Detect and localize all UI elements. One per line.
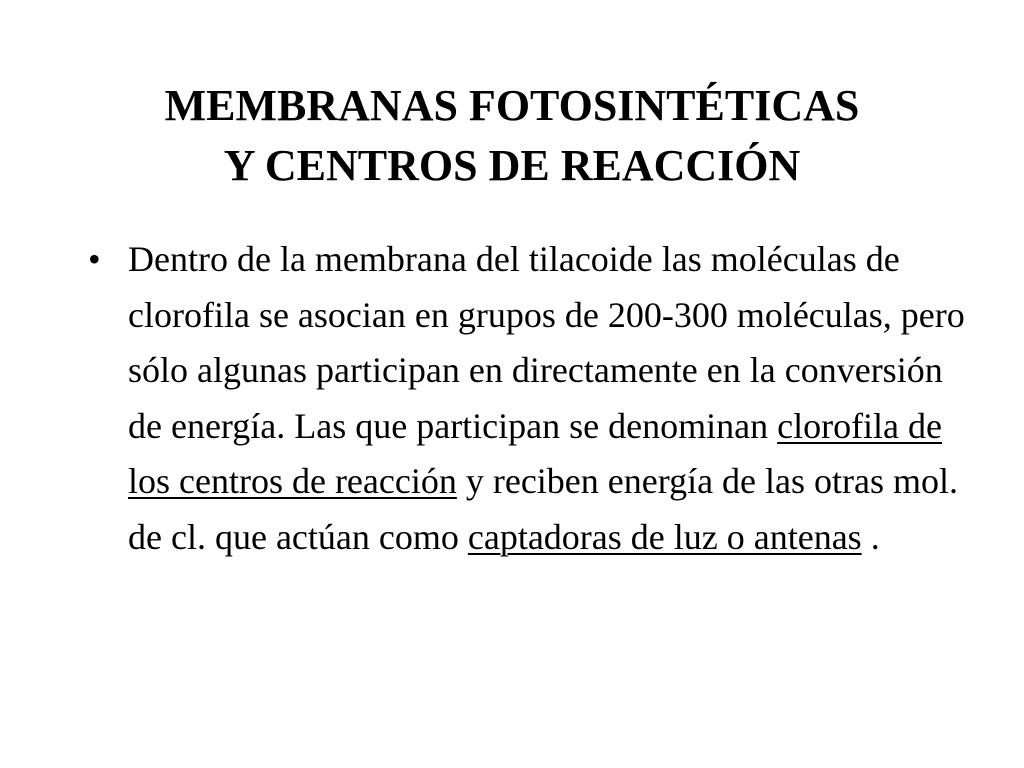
bullet-text-intro: Dentro de la membrana del tilacoide las moléculas de clorofila se asocian en grupos de 200-300 moléculas, pero sólo algunas participan en directamente en la conversión de energía. Las que participan se denominan bbox=[128, 239, 965, 446]
underlined-term-reaction-centers: clorofila de los centros de reacción bbox=[128, 405, 943, 501]
bullet-item bbox=[88, 232, 968, 565]
slide-title-line-2: Y CENTROS DE REACCIÓN bbox=[223, 141, 801, 190]
underlined-term-antennas: captadoras de luz o antenas bbox=[467, 516, 862, 557]
bullet-text-middle: y reciben energía de las otras mol. de cl. que actúan como bbox=[128, 461, 959, 557]
slide-body bbox=[88, 232, 968, 565]
bullet-icon: • bbox=[88, 239, 101, 279]
slide-title-line-1: MEMBRANAS FOTOSINTÉTICAS bbox=[164, 81, 860, 130]
bullet-text-end: . bbox=[861, 516, 880, 557]
slide-title bbox=[60, 76, 964, 196]
